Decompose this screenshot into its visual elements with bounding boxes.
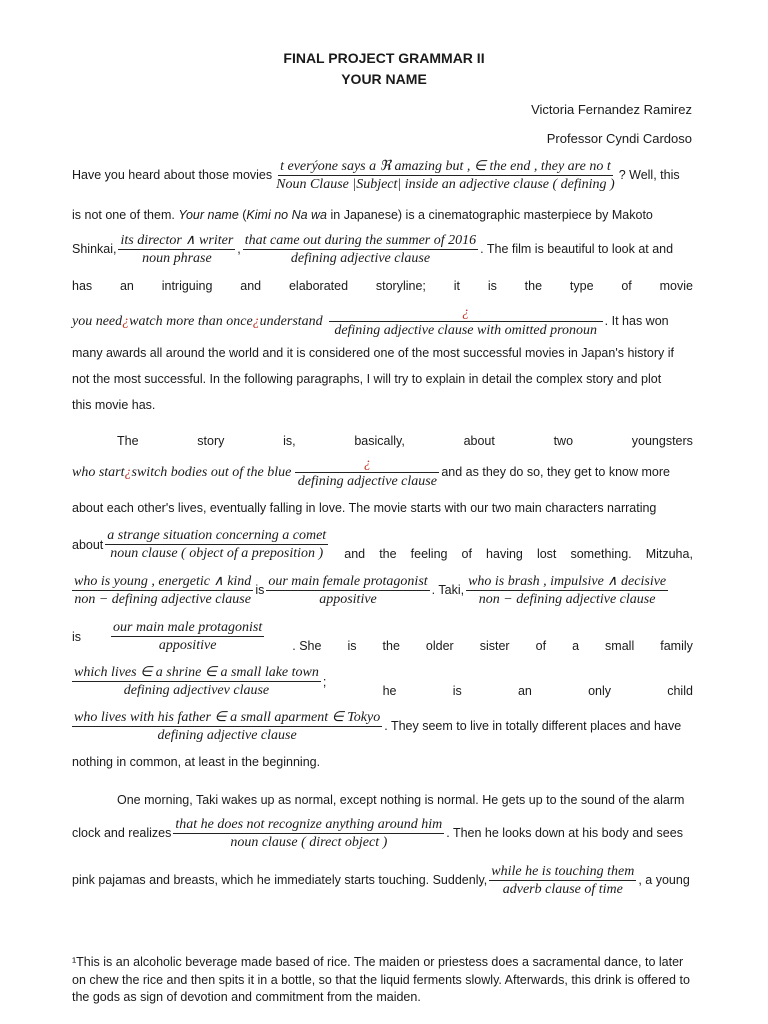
fraction-numerator: our main female protagonist bbox=[268, 574, 428, 589]
p2-line-2 bbox=[72, 455, 693, 490]
p2-line-6 bbox=[72, 619, 693, 654]
text-run: . Taki, bbox=[431, 582, 465, 597]
grammar-fraction bbox=[266, 573, 429, 608]
fraction-numerator: that came out during the summer of 2016 bbox=[244, 233, 477, 248]
text-run: ( bbox=[238, 208, 247, 222]
p1-line-5 bbox=[72, 304, 693, 339]
text-run: Shinkai, bbox=[72, 241, 117, 256]
fraction-numerator: t everýone says a ℜ amazing but , ∈ the end , they are no t bbox=[280, 159, 611, 174]
text-run: pink pajamas and breasts, which he immediately starts touching. Suddenly, bbox=[72, 872, 488, 887]
word: it bbox=[453, 279, 460, 293]
p2-line-5 bbox=[72, 573, 693, 608]
inverted-question-mark: ¿ bbox=[252, 313, 260, 329]
text-run: who start bbox=[72, 464, 125, 480]
word: . She bbox=[292, 639, 322, 653]
fraction-denominator: adverb clause of time bbox=[502, 882, 623, 897]
grammar-fraction bbox=[72, 664, 321, 699]
fraction-denominator: appositive bbox=[319, 592, 377, 607]
word: the bbox=[382, 639, 400, 653]
fraction-numerator: its director ∧ writer bbox=[120, 233, 234, 248]
fraction-numerator: ¿ bbox=[329, 304, 603, 322]
word: an bbox=[517, 684, 532, 698]
fraction-denominator: defining adjectivev clause bbox=[123, 683, 270, 698]
p3-line-2 bbox=[72, 816, 693, 851]
word: and bbox=[240, 279, 262, 293]
grammar-fraction bbox=[329, 304, 603, 339]
fraction-denominator: Noun Clause |Subject| inside an adjective clause ( defining ) bbox=[276, 177, 615, 192]
fraction-denominator: defining adjective clause bbox=[297, 474, 437, 489]
fraction-numerator: who is brash , impulsive ∧ decisive bbox=[468, 574, 667, 589]
p1-line-8: this movie has. bbox=[72, 398, 156, 412]
text-run: , bbox=[237, 241, 241, 256]
text-run: you need bbox=[72, 313, 123, 329]
author-name: Victoria Fernandez Ramirez bbox=[531, 102, 692, 117]
text-run: about bbox=[72, 537, 104, 552]
word: type bbox=[569, 279, 594, 293]
inverted-question-mark: ¿ bbox=[124, 464, 132, 480]
fraction-denominator: noun clause ( object of a preposition ) bbox=[110, 546, 324, 561]
text-run: in Japanese) is a cinematographic masterpiece by Makoto bbox=[327, 208, 653, 222]
word: about bbox=[463, 434, 495, 448]
p1-line-7: not the most successful. In the following paragraphs, I will try to explain in detail the complex story and plot bbox=[72, 372, 662, 386]
word: of bbox=[621, 279, 632, 293]
word: of bbox=[535, 639, 547, 653]
word: of bbox=[461, 547, 472, 561]
professor-name: Professor Cyndi Cardoso bbox=[546, 131, 692, 146]
grammar-fraction bbox=[243, 232, 478, 267]
p3-line-1: One morning, Taki wakes up as normal, except nothing is normal. He gets up to the sound of the alarm bbox=[117, 793, 685, 807]
word: story bbox=[197, 434, 225, 448]
p2-line-8 bbox=[72, 709, 693, 744]
p1-line-1 bbox=[72, 158, 693, 193]
word: an bbox=[119, 279, 134, 293]
word: the bbox=[524, 279, 543, 293]
word: is, bbox=[283, 434, 296, 448]
word: Mitzuha, bbox=[645, 547, 693, 561]
text-run: Have you heard about those movies bbox=[72, 167, 273, 182]
word: is bbox=[347, 639, 357, 653]
word: sister bbox=[479, 639, 510, 653]
word: older bbox=[425, 639, 454, 653]
word: only bbox=[588, 684, 612, 698]
text-run: . They seem to live in totally different places and have bbox=[384, 718, 682, 733]
p2-line-4 bbox=[72, 527, 693, 562]
text-run: ? Well, this bbox=[618, 167, 680, 182]
p1-line-4 bbox=[72, 278, 693, 294]
text-run: , a young bbox=[638, 872, 690, 887]
word: youngsters bbox=[631, 434, 693, 448]
p1-line-6: many awards all around the world and it is considered one of the most successful movies in Japan's history if bbox=[72, 346, 674, 360]
footnote-text: This is an alcoholic beverage made based of rice. The maiden or priestess does a sacramental dance, to later on chew the rice and then spits it in a bottle, so that the liquid ferments slowly. Afterwards, this drink is offered to the gods as sign of devotion and commitment from the maiden. bbox=[72, 955, 690, 1004]
p2-line-1 bbox=[117, 433, 693, 449]
grammar-fraction bbox=[105, 527, 328, 562]
fraction-numerator: which lives ∈ a shrine ∈ a small lake town bbox=[74, 665, 319, 680]
grammar-fraction bbox=[466, 573, 668, 608]
word: family bbox=[660, 639, 693, 653]
grammar-fraction bbox=[72, 573, 253, 608]
grammar-fraction bbox=[72, 709, 382, 744]
word: having bbox=[486, 547, 523, 561]
word: The bbox=[117, 434, 139, 448]
p2-line-3: about each other's lives, eventually falling in love. The movie starts with our two main characters narrating bbox=[72, 501, 657, 515]
fraction-numerator: that he does not recognize anything around him bbox=[175, 817, 443, 832]
word: feeling bbox=[410, 547, 448, 561]
word: and bbox=[344, 547, 366, 561]
grammar-fraction bbox=[489, 863, 636, 898]
word: the bbox=[379, 547, 397, 561]
text-run: . Then he looks down at his body and sees bbox=[446, 825, 683, 840]
fraction-denominator: defining adjective clause bbox=[290, 251, 431, 266]
fraction-denominator: non − defining adjective clause bbox=[478, 592, 656, 607]
fraction-numerator: who is young , energetic ∧ kind bbox=[74, 574, 252, 589]
document-title: FINAL PROJECT GRAMMAR II bbox=[283, 50, 485, 66]
word: something. bbox=[570, 547, 632, 561]
word: two bbox=[553, 434, 574, 448]
movie-title: Your name bbox=[178, 208, 239, 222]
fraction-numerator: a strange situation concerning a comet bbox=[107, 528, 327, 543]
grammar-fraction bbox=[295, 455, 439, 490]
text-run: . The film is beautiful to look at and bbox=[480, 241, 674, 256]
word: he bbox=[382, 684, 397, 698]
word: movie bbox=[659, 279, 693, 293]
fraction-numerator: who lives with his father ∈ a small aparment ∈ Tokyo bbox=[74, 710, 381, 725]
grammar-fraction bbox=[118, 232, 235, 267]
grammar-fraction bbox=[173, 816, 444, 851]
word: storyline; bbox=[375, 279, 426, 293]
p2-line-7 bbox=[72, 664, 693, 699]
fraction-denominator: non − defining adjective clause bbox=[74, 592, 251, 607]
word: is bbox=[487, 279, 497, 293]
text-run: and as they do so, they get to know more bbox=[441, 464, 670, 479]
text-run: is bbox=[255, 582, 265, 597]
word: is bbox=[452, 684, 462, 698]
text-run: . It has won bbox=[604, 313, 669, 328]
japanese-title: Kimi no Na wa bbox=[246, 208, 328, 222]
footnote-marker: ¹ bbox=[72, 955, 77, 969]
text-run: watch more than once bbox=[129, 313, 253, 329]
fraction-numerator: ¿ bbox=[295, 455, 439, 473]
word: has bbox=[72, 279, 93, 293]
fraction-denominator: defining adjective clause with omitted pronoun bbox=[334, 323, 598, 338]
text-run: understand bbox=[259, 313, 323, 329]
fraction-numerator: our main male protagonist bbox=[113, 620, 263, 635]
fraction-denominator: appositive bbox=[158, 638, 217, 653]
word: elaborated bbox=[288, 279, 349, 293]
text-run: switch bodies out of the blue bbox=[131, 464, 292, 480]
word: child bbox=[667, 684, 693, 698]
word: a bbox=[572, 639, 580, 653]
p3-line-3 bbox=[72, 863, 693, 898]
p1-line-3 bbox=[72, 232, 693, 267]
document-subtitle: YOUR NAME bbox=[341, 71, 427, 87]
text-run: ; bbox=[322, 674, 327, 689]
inverted-question-mark: ¿ bbox=[122, 313, 130, 329]
word: lost bbox=[536, 547, 557, 561]
text-run: is not one of them. bbox=[72, 208, 179, 222]
grammar-fraction bbox=[111, 619, 264, 654]
word: intriguing bbox=[161, 279, 213, 293]
fraction-denominator: noun phrase bbox=[142, 251, 212, 266]
fraction-denominator: noun clause ( direct object ) bbox=[230, 835, 388, 850]
footnote bbox=[72, 954, 693, 1007]
text-run: is bbox=[72, 629, 82, 644]
p2-line-9: nothing in common, at least in the beginning. bbox=[72, 755, 321, 769]
word: small bbox=[605, 639, 635, 653]
p1-line-2 bbox=[72, 207, 693, 223]
fraction-numerator: while he is touching them bbox=[491, 864, 635, 879]
fraction-denominator: defining adjective clause bbox=[157, 728, 297, 743]
word: basically, bbox=[354, 434, 405, 448]
grammar-fraction bbox=[274, 158, 617, 193]
text-run: clock and realizes bbox=[72, 825, 172, 840]
